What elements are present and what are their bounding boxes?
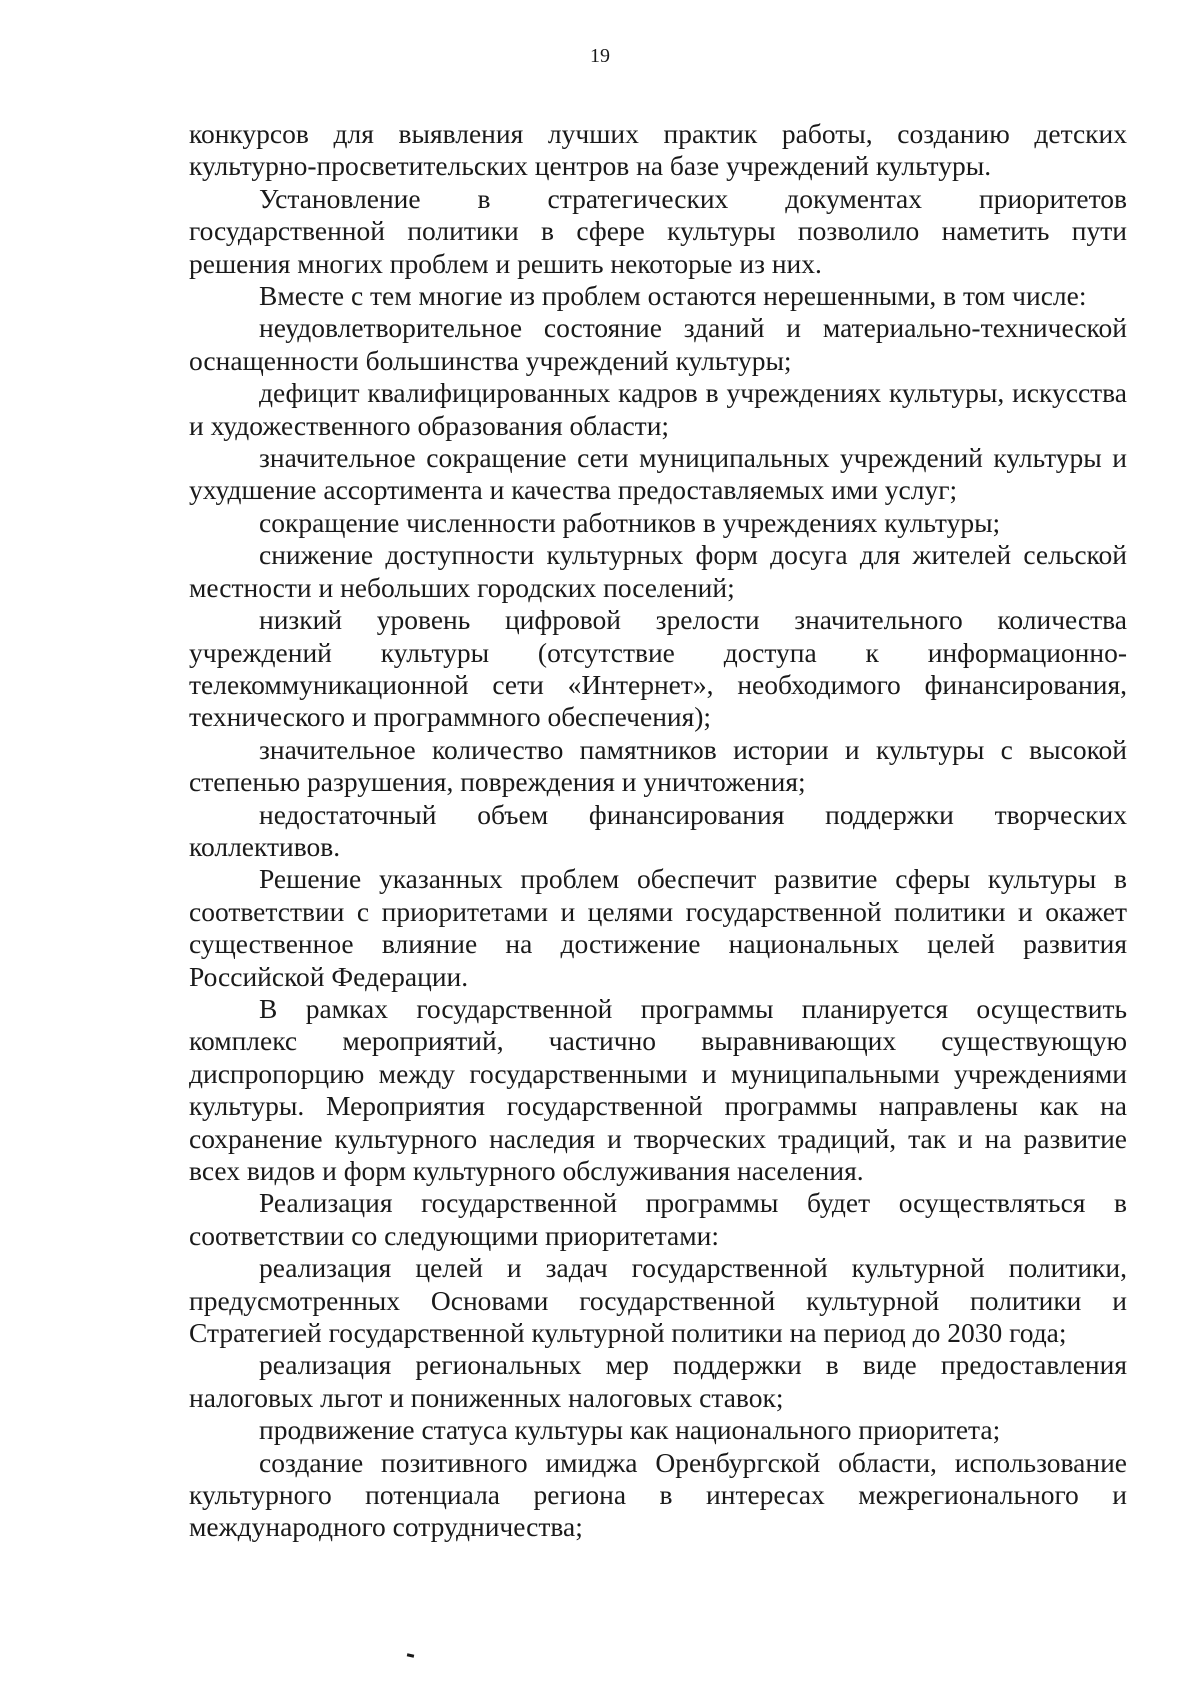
list-item: сокращение численности работников в учреждениях культуры;	[259, 506, 1001, 538]
list-item: продвижение статуса культуры как национального приоритета;	[259, 1414, 1001, 1446]
document-body	[189, 118, 1127, 1544]
list-item: создание позитивного имиджа Оренбургской области, использование культурного потенциала региона в интересах межрегионального и международного сотрудничества;	[189, 1446, 1127, 1543]
paragraph: Реализация государственной программы будет осуществляться в соответствии со следующими приоритетами:	[189, 1187, 1127, 1251]
paragraph: Решение указанных проблем обеспечит развитие сферы культуры в соответствии с приоритетами и целями государственной политики и окажет существенное влияние на достижение национальных целей развития Российской Федерации.	[189, 863, 1127, 992]
list-item: неудовлетворительное состояние зданий и материально-технической оснащенности большинства учреждений культуры;	[189, 312, 1127, 376]
list-item: недостаточный объем финансирования поддержки творческих коллективов.	[189, 798, 1127, 862]
list-item: значительное сокращение сети муниципальных учреждений культуры и ухудшение ассортимента и качества предоставляемых ими услуг;	[189, 442, 1127, 506]
paragraph-continuation: конкурсов для выявления лучших практик работы, созданию детских культурно-просветительских центров на базе учреждений культуры.	[189, 118, 1127, 182]
list-item: значительное количество памятников истории и культуры с высокой степенью разрушения, повреждения и уничтожения;	[189, 733, 1127, 798]
paragraph: В рамках государственной программы планируется осуществить комплекс мероприятий, частично выравнивающих существующую диспропорцию между государственными и муниципальными учреждениями культуры. Мероприятия государственной программы направлены как на сохранение культурного наследия и творческих традиций, так и на развитие всех видов и форм культурного обслуживания населения.	[189, 992, 1127, 1186]
list-item: реализация региональных мер поддержки в виде предоставления налоговых льгот и пониженных налоговых ставок;	[189, 1349, 1127, 1413]
list-item: реализация целей и задач государственной культурной политики, предусмотренных Основами государственной культурной политики и Стратегией государственной культурной политики на период до 2030 года;	[189, 1252, 1127, 1349]
list-item: снижение доступности культурных форм досуга для жителей сельской местности и небольших городских поселений;	[189, 539, 1127, 603]
list-item: дефицит квалифицированных кадров в учреждениях культуры, искусства и художественного образования области;	[189, 377, 1127, 441]
paragraph: Установление в стратегических документах приоритетов государственной политики в сфере культуры позволило наметить пути решения многих проблем и решить некоторые из них.	[189, 182, 1127, 279]
list-item: низкий уровень цифровой зрелости значительного количества учреждений культуры (отсутствие доступа к информационно-телекоммуникационной сети «Интернет», необходимого финансирования, технического и программного обеспечения);	[189, 604, 1127, 733]
scan-artifact-mark	[407, 1653, 414, 1657]
page-number: 19	[590, 45, 610, 67]
paragraph: Вместе с тем многие из проблем остаются нерешенными, в том числе:	[259, 280, 1087, 312]
